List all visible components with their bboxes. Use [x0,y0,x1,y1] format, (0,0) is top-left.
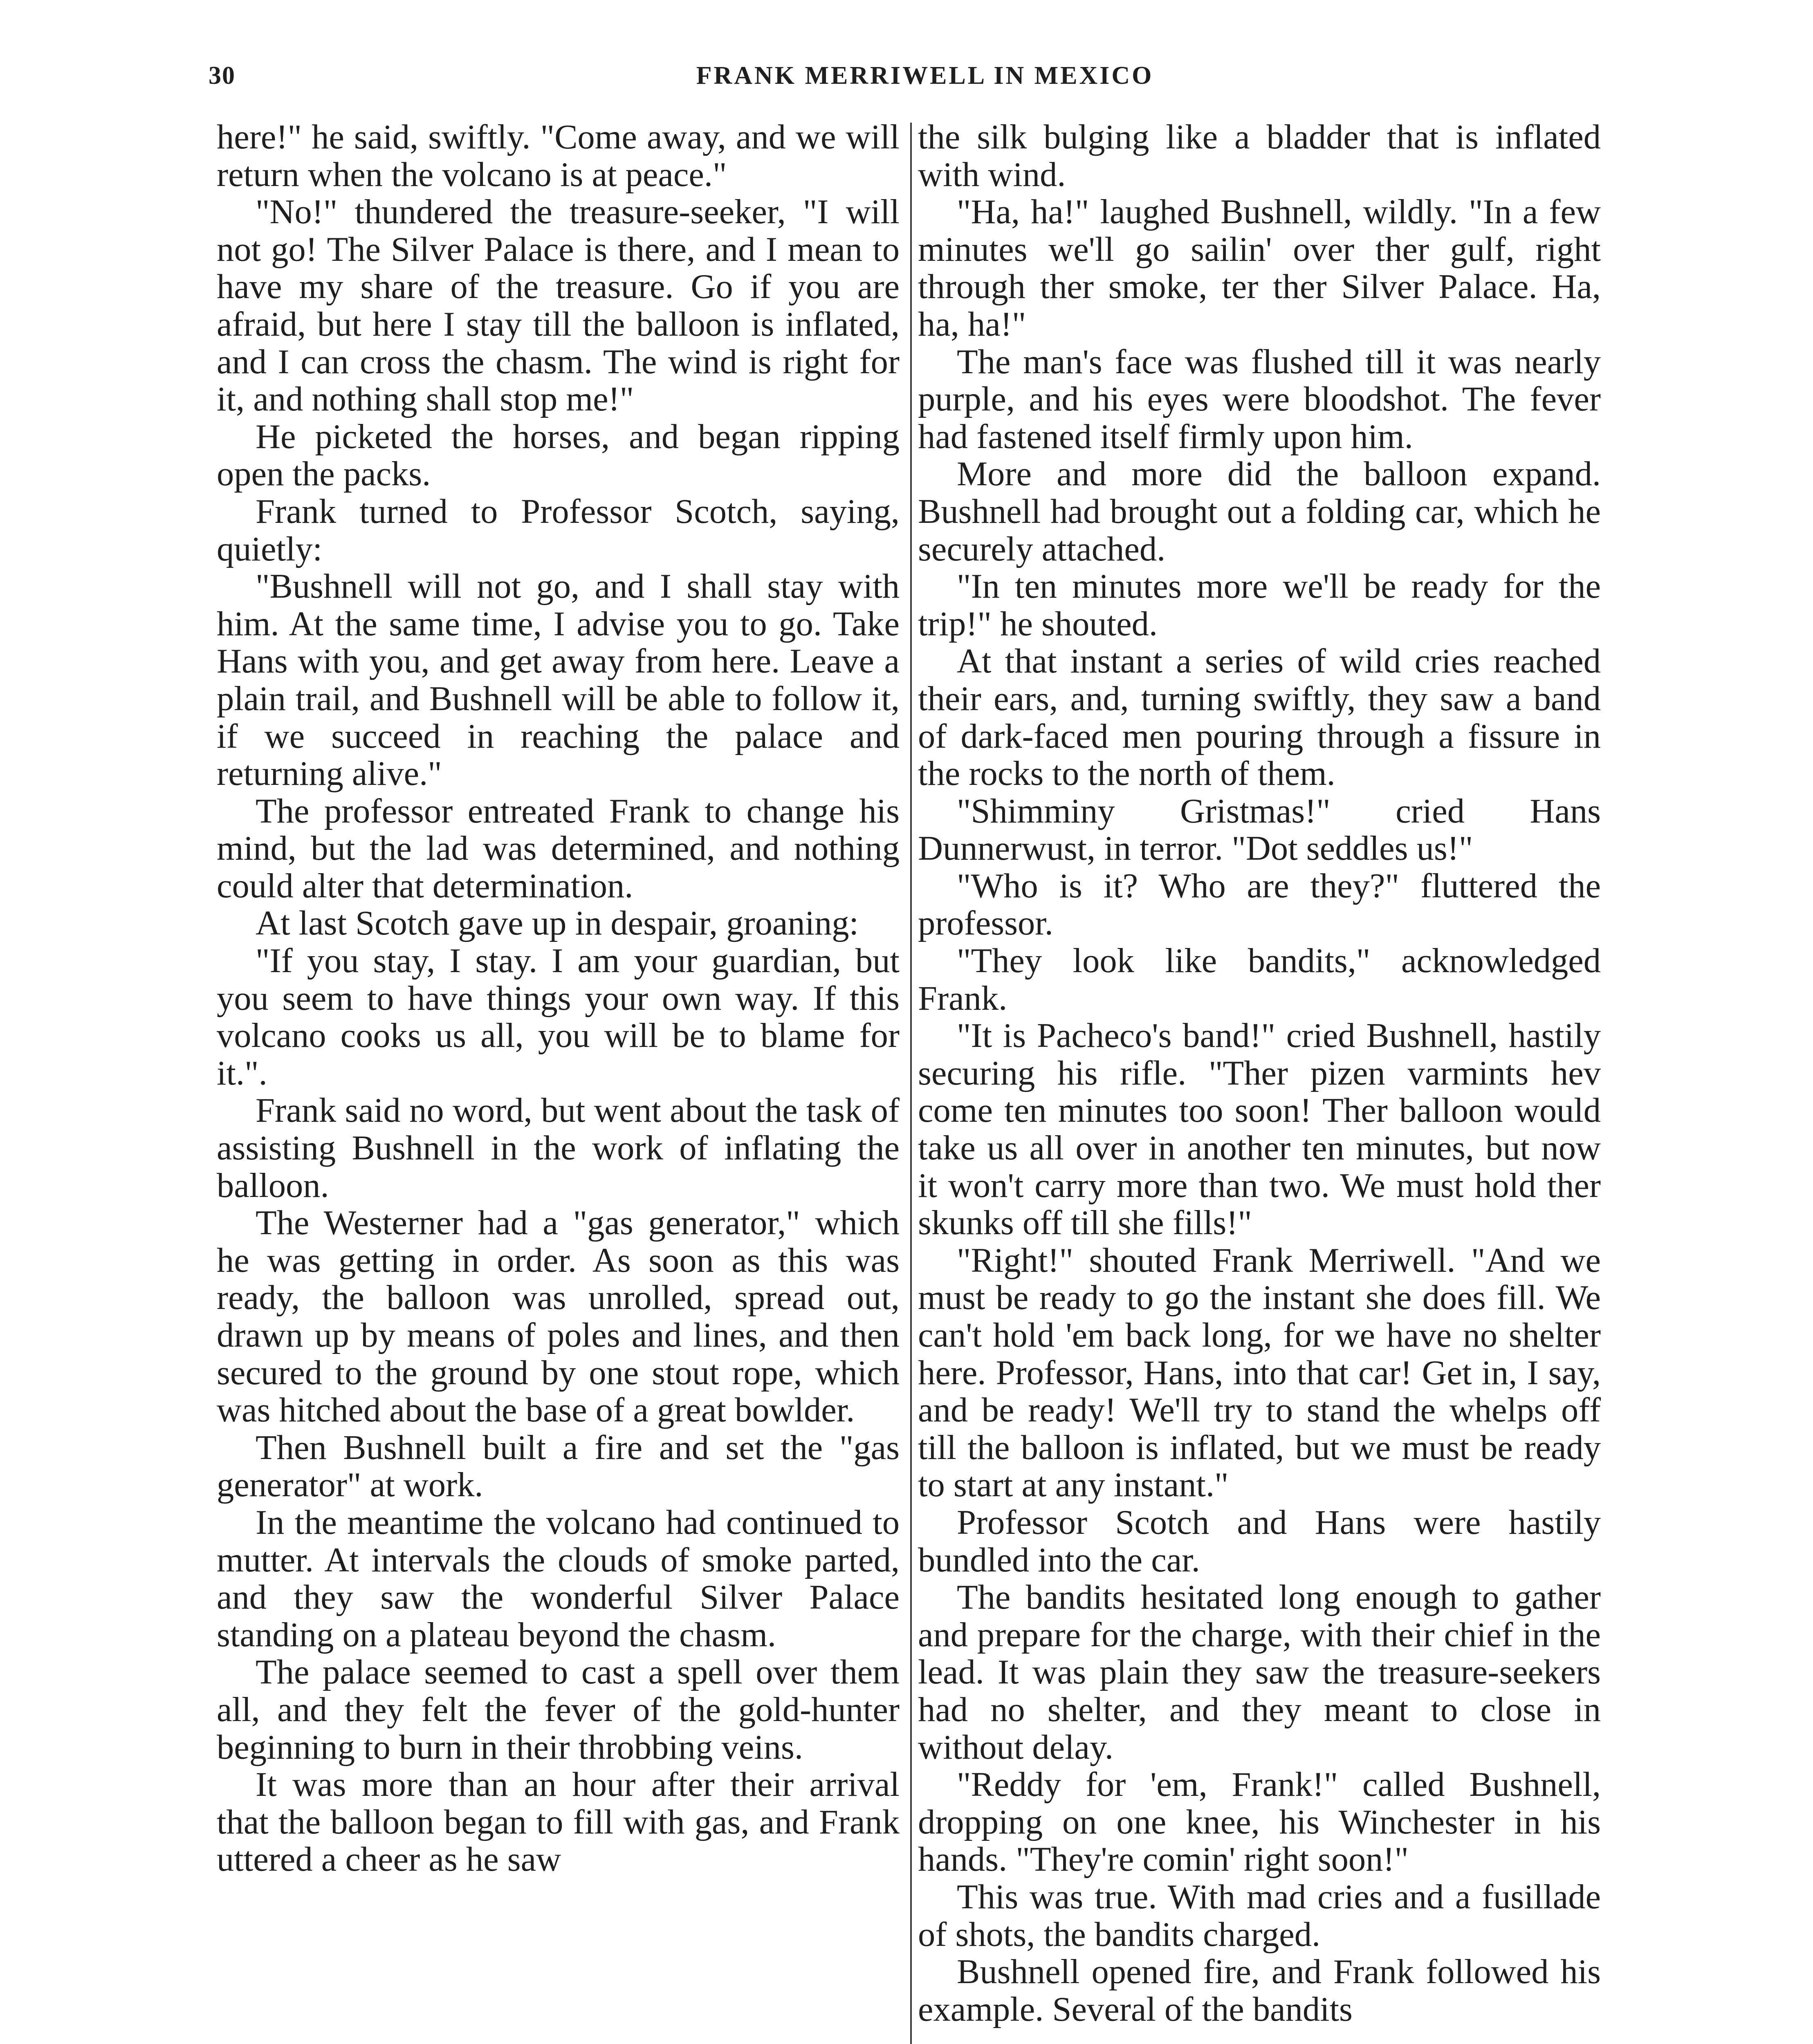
paragraph: This was true. With mad cries and a fusillade of shots, the bandits charged. [918,1878,1601,1954]
right-text-column [918,119,1601,2028]
paragraph: The man's face was flushed till it was nearly purple, and his eyes were bloodshot. The fever had fastened itself firmly upon him. [918,343,1601,456]
page-number: 30 [209,62,236,90]
paragraph: More and more did the balloon expand. Bushnell had brought out a folding car, which he securely attached. [918,455,1601,568]
paragraph: "Right!" shouted Frank Merriwell. "And we must be ready to go the instant she does fill. We can't hold 'em back long, for we have no shelter here. Professor, Hans, into that car! Get in, I say, and be ready! We'll try to stand the whelps off till the balloon is inflated, but we must be ready to start at any instant." [918,1241,1601,1504]
paragraph: "They look like bandits," acknowledged Frank. [918,942,1601,1018]
paragraph: "Bushnell will not go, and I shall stay with him. At the same time, I advise you to go. Take Hans with you, and get away from here. Leave a plain trail, and Bushnell will be able to follow it, if we succeed in reaching the palace and returning alive." [217,567,900,793]
paragraph: He picketed the horses, and began ripping open the packs. [217,417,900,493]
paragraph: "Reddy for 'em, Frank!" called Bushnell, dropping on one knee, his Winchester in his hands. "They're comin' right soon!" [918,1766,1601,1879]
left-text-column [217,119,900,1878]
page-header [209,61,1641,106]
paragraph: The Westerner had a "gas generator," which he was getting in order. As soon as this was ready, the balloon was unrolled, spread out, drawn up by means of poles and lines, and then secured to the ground by one stout rope, which was hitched about the base of a great bowlder. [217,1204,900,1430]
running-title: FRANK MERRIWELL IN MEXICO [696,62,1154,90]
paragraph: Then Bushnell built a fire and set the "gas generator" at work. [217,1428,900,1504]
paragraph: Frank turned to Professor Scotch, saying, quietly: [217,492,900,568]
paragraph: "Shimminy Gristmas!" cried Hans Dunnerwust, in terror. "Dot seddles us!" [918,792,1601,868]
paragraph: Frank said no word, but went about the task of assisting Bushnell in the work of inflating the balloon. [217,1091,900,1205]
paragraph: In the meantime the volcano had continued to mutter. At intervals the clouds of smoke parted, and they saw the wonderful Silver Palace standing on a plateau beyond the chasm. [217,1503,900,1654]
paragraph: "Ha, ha!" laughed Bushnell, wildly. "In a few minutes we'll go sailin' over ther gulf, right through ther smoke, ter ther Silver Palace. Ha, ha, ha!" [918,193,1601,343]
paragraph: The professor entreated Frank to change his mind, but the lad was determined, and nothing could alter that determination. [217,792,900,905]
paragraph: The bandits hesitated long enough to gather and prepare for the charge, with their chief in the lead. It was plain they saw the treasure-seekers had no shelter, and they meant to close in without delay. [918,1578,1601,1766]
paragraph: "In ten minutes more we'll be ready for the trip!" he shouted. [918,567,1601,643]
paragraph: At last Scotch gave up in despair, groaning: [256,904,859,943]
paragraph: "If you stay, I stay. I am your guardian, but you seem to have things your own way. If this volcano cooks us all, you will be to blame for it.". [217,942,900,1092]
paragraph: At that instant a series of wild cries reached their ears, and, turning swiftly, they saw a band of dark-faced men pouring through a fissure in the rocks to the north of them. [918,642,1601,793]
paragraph: Professor Scotch and Hans were hastily bundled into the car. [918,1503,1601,1579]
paragraph: Bushnell opened fire, and Frank followed his example. Several of the bandits [918,1953,1601,2028]
paragraph: here!" he said, swiftly. "Come away, and we will return when the volcano is at peace." [217,118,900,194]
column-divider [910,123,912,2044]
paragraph: "Who is it? Who are they?" fluttered the professor. [918,867,1601,943]
paragraph: "No!" thundered the treasure-seeker, "I will not go! The Silver Palace is there, and I mean to have my share of the treasure. Go if you are afraid, but here I stay till the balloon is inflated, and I can cross the chasm. The wind is right for it, and nothing shall stop me!" [217,193,900,419]
paragraph: The palace seemed to cast a spell over them all, and they felt the fever of the gold-hunter beginning to burn in their throbbing veins. [217,1653,900,1766]
paragraph: It was more than an hour after their arrival that the balloon began to fill with gas, and Frank uttered a cheer as he saw [217,1766,900,1879]
paragraph: the silk bulging like a bladder that is inflated with wind. [918,118,1601,194]
paragraph: "It is Pacheco's band!" cried Bushnell, hastily securing his rifle. "Ther pizen varmints hev come ten minutes too soon! Ther balloon would take us all over in another ten minutes, but now it won't carry more than two. We must hold ther skunks off till she fills!" [918,1017,1601,1242]
